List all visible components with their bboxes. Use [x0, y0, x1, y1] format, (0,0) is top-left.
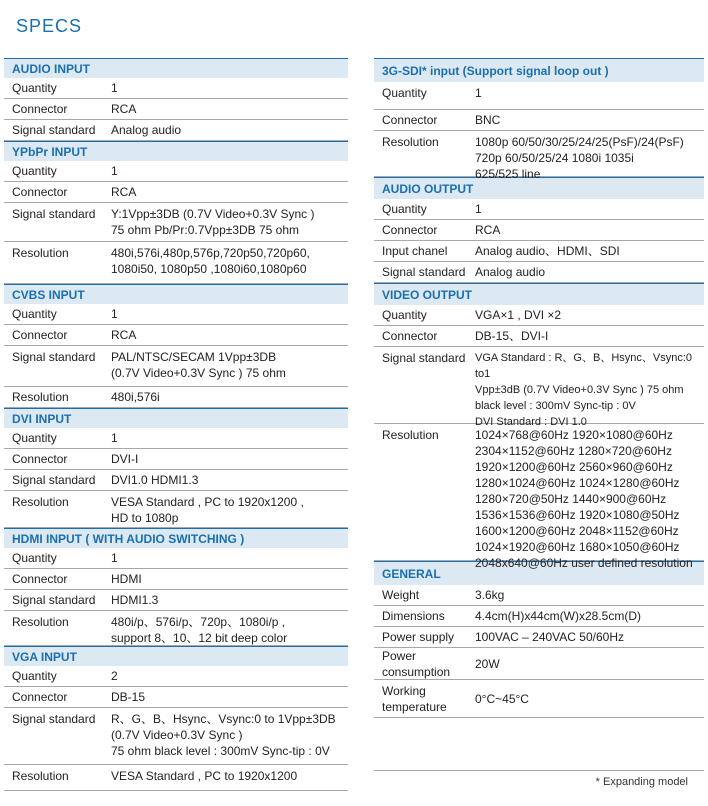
spec-row	[374, 110, 704, 131]
spec-value: VGA×1 , DVI ×2	[475, 308, 562, 322]
spec-row	[374, 606, 704, 627]
spec-row	[4, 120, 348, 141]
spec-value: VGA Standard : R、G、B、Hsync、Vsync:0 to1 Vpp±3dB (0.7V Video+0.3V Sync ) 75 ohm black level : 300mV Sync-tip : 0V DVI Standard : DVI 1.0	[475, 352, 693, 428]
spec-label: Connector	[12, 690, 68, 704]
spec-label: Connector	[12, 102, 68, 116]
spec-row	[374, 131, 704, 181]
spec-label: Connector	[12, 452, 68, 466]
spec-label: Quantity	[12, 164, 57, 178]
spec-value: 1024×768@60Hz 1920×1080@60Hz 2304×1152@60Hz 1280×720@60Hz 1920×1200@60Hz 2560×960@60Hz 1280×1024@60Hz 1024×1280@60Hz 1280×720@50Hz 1440×900@60Hz 1536×1536@60Hz 1920×1080@50Hz 1600×1200@60Hz 2048×1152@60Hz 1024×1920@60Hz 1680×1050@60Hz 2048x640@60Hz user defined resolution	[475, 428, 693, 570]
spec-row	[4, 242, 348, 284]
spec-row	[4, 304, 348, 325]
spec-value: Analog audio	[475, 265, 546, 279]
spec-row	[374, 627, 704, 648]
spec-value: 480i,576i,480p,576p,720p50,720p60, 1080i50, 1080p50 ,1080i60,1080p60	[111, 246, 310, 276]
spec-value: HDMI	[111, 572, 142, 586]
spec-value: 0°C~45°C	[475, 691, 529, 706]
spec-label: Power supply	[382, 630, 455, 644]
spec-value: 20W	[475, 656, 500, 671]
spec-value: 3.6kg	[475, 588, 505, 602]
spec-label: Connector	[12, 572, 68, 586]
spec-label: Signal standard	[12, 712, 96, 726]
spec-label: Dimensions	[382, 609, 445, 623]
spec-value: 1	[111, 81, 118, 95]
spec-row	[4, 590, 348, 611]
spec-row	[4, 161, 348, 182]
spec-value: 1	[111, 551, 118, 565]
spec-row	[374, 424, 704, 570]
spec-label: Connector	[382, 223, 438, 237]
spec-label: Input chanel	[382, 244, 448, 258]
spec-value: 1080p 60/50/30/25/24/25(PsF)/24(PsF) 720p 60/50/25/24 1080i 1035i 625/525 line	[475, 135, 684, 181]
spec-label: Signal standard	[12, 207, 96, 221]
spec-row	[374, 305, 704, 326]
section-header: GENERAL	[374, 561, 704, 585]
spec-row	[4, 548, 348, 569]
section-header: CVBS INPUT	[4, 284, 348, 304]
spec-row	[374, 648, 704, 680]
spec-label: Connector	[382, 113, 438, 127]
spec-label: Signal standard	[12, 350, 96, 364]
spec-row	[4, 765, 348, 791]
spec-label: Working temperature	[382, 683, 447, 714]
spec-value: DVI1.0 HDMI1.3	[111, 473, 199, 487]
spec-label: Signal standard	[382, 351, 466, 365]
spec-row	[374, 347, 704, 428]
spec-value: VESA Standard , PC to 1920x1200	[111, 769, 298, 783]
spec-label: Signal standard	[382, 265, 466, 279]
spec-value: Y:1Vpp±3DB (0.7V Video+0.3V Sync ) 75 ohm Pb/Pr:0.7Vpp±3DB 75 ohm	[111, 207, 315, 237]
spec-value: 100VAC – 240VAC 50/60Hz	[475, 630, 624, 644]
spec-value: 480i/p、576i/p、720p、1080i/p , support 8、10、12 bit deep color	[111, 615, 288, 645]
spec-row	[374, 262, 704, 283]
spec-label: Quantity	[382, 86, 427, 100]
spec-label: Signal standard	[12, 593, 96, 607]
spec-label: Quantity	[12, 431, 57, 445]
spec-value: 4.4cm(H)x44cm(W)x28.5cm(D)	[475, 609, 642, 623]
page-title: SPECS	[16, 16, 83, 36]
spec-label: Quantity	[12, 307, 57, 321]
spec-label: Resolution	[12, 769, 69, 783]
section-header: AUDIO OUTPUT	[374, 177, 704, 199]
spec-value: RCA	[111, 328, 137, 342]
spec-value: Analog audio、HDMI、SDI	[475, 244, 620, 258]
spec-value: BNC	[475, 113, 501, 127]
spec-value: DB-15	[111, 690, 146, 704]
spec-value: R、G、B、Hsync、Vsync:0 to 1Vpp±3DB (0.7V Video+0.3V Sync ) 75 ohm black level : 300mV Sync-tip : 0V	[111, 712, 336, 758]
spec-row	[4, 470, 348, 491]
spec-row	[4, 387, 348, 408]
spec-row	[4, 78, 348, 99]
section-header: VIDEO OUTPUT	[374, 283, 704, 305]
section-header: 3G-SDI* input (Support signal loop out )	[374, 58, 704, 82]
spec-row	[4, 182, 348, 203]
spec-value: 2	[111, 669, 118, 683]
spec-label: Connector	[12, 328, 68, 342]
section-header: DVI INPUT	[4, 408, 348, 428]
spec-label: Connector	[382, 329, 438, 343]
spec-label: Signal standard	[12, 123, 96, 137]
spec-label: Quantity	[382, 202, 427, 216]
section-header: HDMI INPUT ( WITH AUDIO SWITCHING )	[4, 528, 348, 548]
spec-row	[4, 708, 348, 765]
spec-value: VESA Standard , PC to 1920x1200 , HD to 1080p	[111, 495, 304, 525]
spec-value: Analog audio	[111, 123, 182, 137]
spec-row	[374, 326, 704, 347]
spec-label: Signal standard	[12, 473, 96, 487]
spec-value: 480i,576i	[111, 390, 160, 404]
spec-value: PAL/NTSC/SECAM 1Vpp±3DB (0.7V Video+0.3V Sync ) 75 ohm	[111, 350, 286, 380]
spec-label: Resolution	[12, 495, 69, 509]
spec-label: Quantity	[12, 551, 57, 565]
spec-label: Power consumption	[382, 648, 451, 679]
spec-row	[4, 203, 348, 242]
spec-row	[4, 99, 348, 120]
spec-value: HDMI1.3	[111, 593, 159, 607]
spec-label: Resolution	[12, 615, 69, 629]
spec-row	[374, 585, 704, 606]
spec-label: Quantity	[382, 308, 427, 322]
spec-value: 1	[475, 202, 482, 216]
spec-label: Quantity	[12, 669, 57, 683]
spec-row	[4, 428, 348, 449]
spec-row	[374, 241, 704, 262]
spec-value: DB-15、DVI-I	[475, 329, 549, 343]
spec-label: Quantity	[12, 81, 57, 95]
spec-value: RCA	[475, 223, 501, 237]
spec-row	[374, 82, 704, 110]
spec-label: Connector	[12, 185, 68, 199]
spec-row	[374, 220, 704, 241]
section-header: VGA INPUT	[4, 646, 348, 666]
section-header: AUDIO INPUT	[4, 58, 348, 78]
spec-row	[4, 325, 348, 346]
spec-label: Weight	[382, 588, 420, 602]
spec-value: 1	[111, 431, 118, 445]
spec-row	[4, 687, 348, 708]
spec-value: 1	[475, 86, 482, 100]
spec-value: RCA	[111, 185, 137, 199]
footnote: * Expanding model	[595, 776, 688, 788]
section-header: YPbPr INPUT	[4, 141, 348, 161]
spec-row	[4, 569, 348, 590]
spec-row	[374, 680, 704, 718]
spec-row	[4, 449, 348, 470]
left-spec-column	[4, 58, 348, 791]
spec-value: 1	[111, 307, 118, 321]
spec-row	[4, 491, 348, 528]
spec-label: Resolution	[12, 246, 69, 260]
spec-row	[4, 346, 348, 387]
spec-label: Resolution	[12, 390, 69, 404]
spec-value: RCA	[111, 102, 137, 116]
spec-row	[4, 611, 348, 646]
spec-row	[374, 199, 704, 220]
table-end-divider	[374, 770, 704, 771]
spec-value: DVI-I	[111, 452, 139, 466]
spec-label: Resolution	[382, 428, 439, 442]
spec-label: Resolution	[382, 135, 439, 149]
spec-row	[4, 666, 348, 687]
spec-value: 1	[111, 164, 118, 178]
right-spec-column	[374, 58, 704, 718]
